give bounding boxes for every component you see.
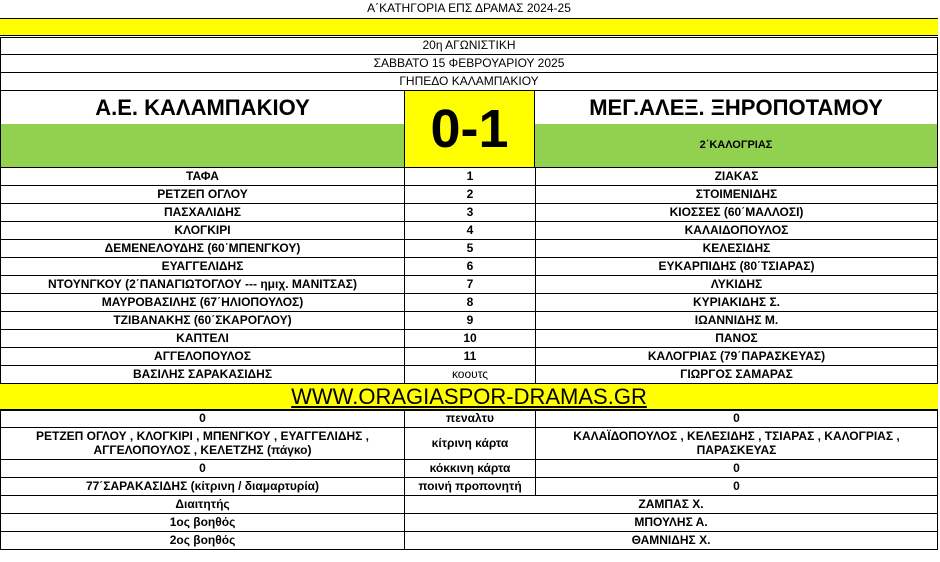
away-player: ΚΥΡΙΑΚΙΔΗΣ Σ. bbox=[692, 294, 781, 309]
away-scorers-cell bbox=[535, 124, 938, 168]
home-player: ΡΕΤΖΕΠ ΟΓΛΟΥ bbox=[1, 186, 405, 203]
official-row bbox=[0, 496, 938, 514]
official-name: ΜΠΟΥΛΗΣ Α. bbox=[634, 514, 708, 529]
matchday-row bbox=[0, 37, 938, 55]
away-scorers: 2΄ΚΑΛΟΓΡΙΑΣ bbox=[699, 139, 773, 152]
official-role: Διαιτητής bbox=[1, 496, 405, 513]
official-role: 1ος βοηθός bbox=[1, 514, 405, 531]
away-player: ΚΙΟΣΣΕΣ (60΄ΜΑΛΛΟΣΙ) bbox=[669, 204, 804, 219]
penalty-row bbox=[0, 410, 938, 428]
away-red-cards: 0 bbox=[733, 460, 740, 475]
lineup-row bbox=[0, 186, 938, 204]
official-name: ΘΑΜΝΙΔΗΣ Χ. bbox=[631, 532, 711, 547]
venue-row bbox=[0, 73, 938, 91]
date-row bbox=[0, 55, 938, 73]
away-player: ΕΥΚΑΡΠΙΔΗΣ (80΄ΤΣΙΑΡΑΣ) bbox=[658, 258, 815, 273]
away-team-cell bbox=[535, 91, 938, 124]
home-yellow-cards bbox=[1, 428, 405, 459]
penalty-label: πεναλτυ bbox=[405, 411, 536, 427]
shirt-number: 3 bbox=[405, 204, 536, 221]
red-cards-row bbox=[0, 460, 938, 478]
shirt-number: 1 bbox=[405, 168, 536, 185]
away-player: ΛΥΚΙΔΗΣ bbox=[710, 276, 763, 291]
shirt-number: 8 bbox=[405, 294, 536, 311]
home-player: ΕΥΑΓΓΕΛΙΔΗΣ bbox=[1, 258, 405, 275]
away-player: ΠΑΝΟΣ bbox=[715, 330, 758, 345]
away-player: ΚΑΛΟΓΡΙΑΣ (79΄ΠΑΡΑΣΚΕΥΑΣ) bbox=[647, 348, 826, 363]
lineup-row bbox=[0, 276, 938, 294]
lineup-row bbox=[0, 312, 938, 330]
lineup-row bbox=[0, 222, 938, 240]
lineup-row bbox=[0, 204, 938, 222]
matchday: 20η ΑΓΩΝΙΣΤΙΚΗ bbox=[422, 38, 516, 53]
shirt-number: 5 bbox=[405, 240, 536, 257]
lineup-row bbox=[0, 294, 938, 312]
lineup-row bbox=[0, 168, 938, 186]
coach-penalty-label: ποινή προπονητή bbox=[405, 478, 536, 495]
match-date: ΣΑΒΒΑΤΟ 15 ΦΕΒΡΟΥΑΡΙΟΥ 2025 bbox=[373, 55, 565, 70]
away-yellow-line1: ΚΑΛΑΪΔΟΠΟΥΛΟΣ , ΚΕΛΕΣΙΔΗΣ , ΤΣΙΑΡΑΣ , ΚΑΛΟΓΡΙΑΣ , bbox=[573, 428, 900, 443]
home-team-name: Α.Ε. ΚΑΛΑΜΠΑΚΙΟΥ bbox=[95, 94, 310, 120]
yellow-band-top bbox=[0, 19, 938, 36]
home-player: ΚΑΠΤΕΛΙ bbox=[1, 330, 405, 347]
away-player: ΙΩΑΝΝΙΔΗΣ Μ. bbox=[694, 312, 779, 327]
away-yellow-cards bbox=[536, 428, 937, 459]
away-penalty: 0 bbox=[733, 411, 740, 426]
official-name: ΖΑΜΠΑΣ Χ. bbox=[638, 496, 704, 511]
away-player: ΚΕΛΕΣΙΔΗΣ bbox=[702, 240, 771, 255]
lineup-row bbox=[0, 330, 938, 348]
score-cell bbox=[404, 91, 535, 168]
official-row bbox=[0, 532, 938, 550]
away-coach-penalty: 0 bbox=[733, 478, 740, 493]
home-player: ΠΑΣΧΑΛΙΔΗΣ bbox=[1, 204, 405, 221]
official-row bbox=[0, 514, 938, 532]
shirt-number: 9 bbox=[405, 312, 536, 329]
home-penalty: 0 bbox=[1, 411, 405, 427]
shirt-number: 10 bbox=[405, 330, 536, 347]
home-coach: ΒΑΣΙΛΗΣ ΣΑΡΑΚΑΣΙΔΗΣ bbox=[1, 366, 405, 383]
lineup-row bbox=[0, 348, 938, 366]
coaches-row bbox=[0, 366, 938, 384]
home-yellow-line2: ΑΓΓΕΛΟΠΟΥΛΟΣ , ΚΕΛΕΤΖΗΣ (πάγκο) bbox=[93, 442, 312, 457]
home-player: ΜΑΥΡΟΒΑΣΙΛΗΣ (67΄ΗΛΙΟΠΟΥΛΟΣ) bbox=[1, 294, 405, 311]
away-player: ΣΤΟΙΜΕΝΙΔΗΣ bbox=[695, 186, 778, 201]
home-player: ΤΖΙΒΑΝΑΚΗΣ (60΄ΣΚΑΡΟΓΛΟΥ) bbox=[1, 312, 405, 329]
venue: ΓΗΠΕΔΟ ΚΑΛΑΜΠΑΚΙΟΥ bbox=[399, 73, 539, 88]
coach-label: κοουτς bbox=[405, 366, 536, 383]
away-team-name: ΜΕΓ.ΑΛΕΞ. ΞΗΡΟΠΟΤΑΜΟΥ bbox=[589, 94, 883, 120]
shirt-number: 6 bbox=[405, 258, 536, 275]
home-player: ΚΛΟΓΚΙΡΙ bbox=[1, 222, 405, 239]
home-red-cards: 0 bbox=[1, 460, 405, 477]
away-player: ΚΑΛΑΙΔΟΠΟΥΛΟΣ bbox=[684, 222, 789, 237]
home-coach-penalty: 77΄ΣΑΡΑΚΑΣΙΔΗΣ (κίτρινη / διαμαρτυρία) bbox=[1, 478, 405, 495]
website-link[interactable]: WWW.ORAGIASPOR-DRAMAS.GR bbox=[291, 383, 647, 409]
away-yellow-line2: ΠΑΡΑΣΚΕΥΑΣ bbox=[696, 442, 777, 457]
shirt-number: 7 bbox=[405, 276, 536, 293]
yellow-card-label: κίτρινη κάρτα bbox=[405, 428, 536, 459]
sheet-title: Α΄ΚΑΤΗΓΟΡΙΑ ΕΠΣ ΔΡΑΜΑΣ 2024-25 bbox=[367, 1, 571, 16]
home-player: ΝΤΟΥΝΓΚΟΥ (2΄ΠΑΝΑΓΙΩΤΟΓΛΟΥ --- ημιχ. ΜΑΝΙΤΣΑΣ) bbox=[1, 276, 405, 293]
home-player: ΤΑΦΑ bbox=[1, 168, 405, 185]
red-card-label: κόκκινη κάρτα bbox=[405, 460, 536, 477]
home-scorers bbox=[1, 124, 404, 167]
official-role: 2ος βοηθός bbox=[1, 532, 405, 549]
home-player: ΔΕΜΕΝΕΛΟΥΔΗΣ (60΄ΜΠΕΝΓΚΟΥ) bbox=[1, 240, 405, 257]
coach-penalty-row bbox=[0, 478, 938, 496]
website-banner bbox=[0, 384, 938, 410]
lineup-row bbox=[0, 258, 938, 276]
shirt-number: 11 bbox=[405, 348, 536, 365]
home-team-cell bbox=[0, 91, 404, 124]
away-player: ΖΙΑΚΑΣ bbox=[714, 168, 759, 183]
lineup-row bbox=[0, 240, 938, 258]
shirt-number: 2 bbox=[405, 186, 536, 203]
away-coach: ΓΙΩΡΓΟΣ ΣΑΜΑΡΑΣ bbox=[680, 366, 793, 381]
home-scorers-cell bbox=[0, 124, 404, 168]
title-row bbox=[0, 0, 938, 19]
home-player: ΑΓΓΕΛΟΠΟΥΛΟΣ bbox=[1, 348, 405, 365]
yellow-cards-row bbox=[0, 428, 938, 460]
final-score: 0-1 bbox=[405, 91, 534, 167]
home-yellow-line1: ΡΕΤΖΕΠ ΟΓΛΟΥ , ΚΛΟΓΚΙΡΙ , ΜΠΕΝΓΚΟΥ , ΕΥΑΓΓΕΛΙΔΗΣ , bbox=[35, 428, 369, 443]
shirt-number: 4 bbox=[405, 222, 536, 239]
